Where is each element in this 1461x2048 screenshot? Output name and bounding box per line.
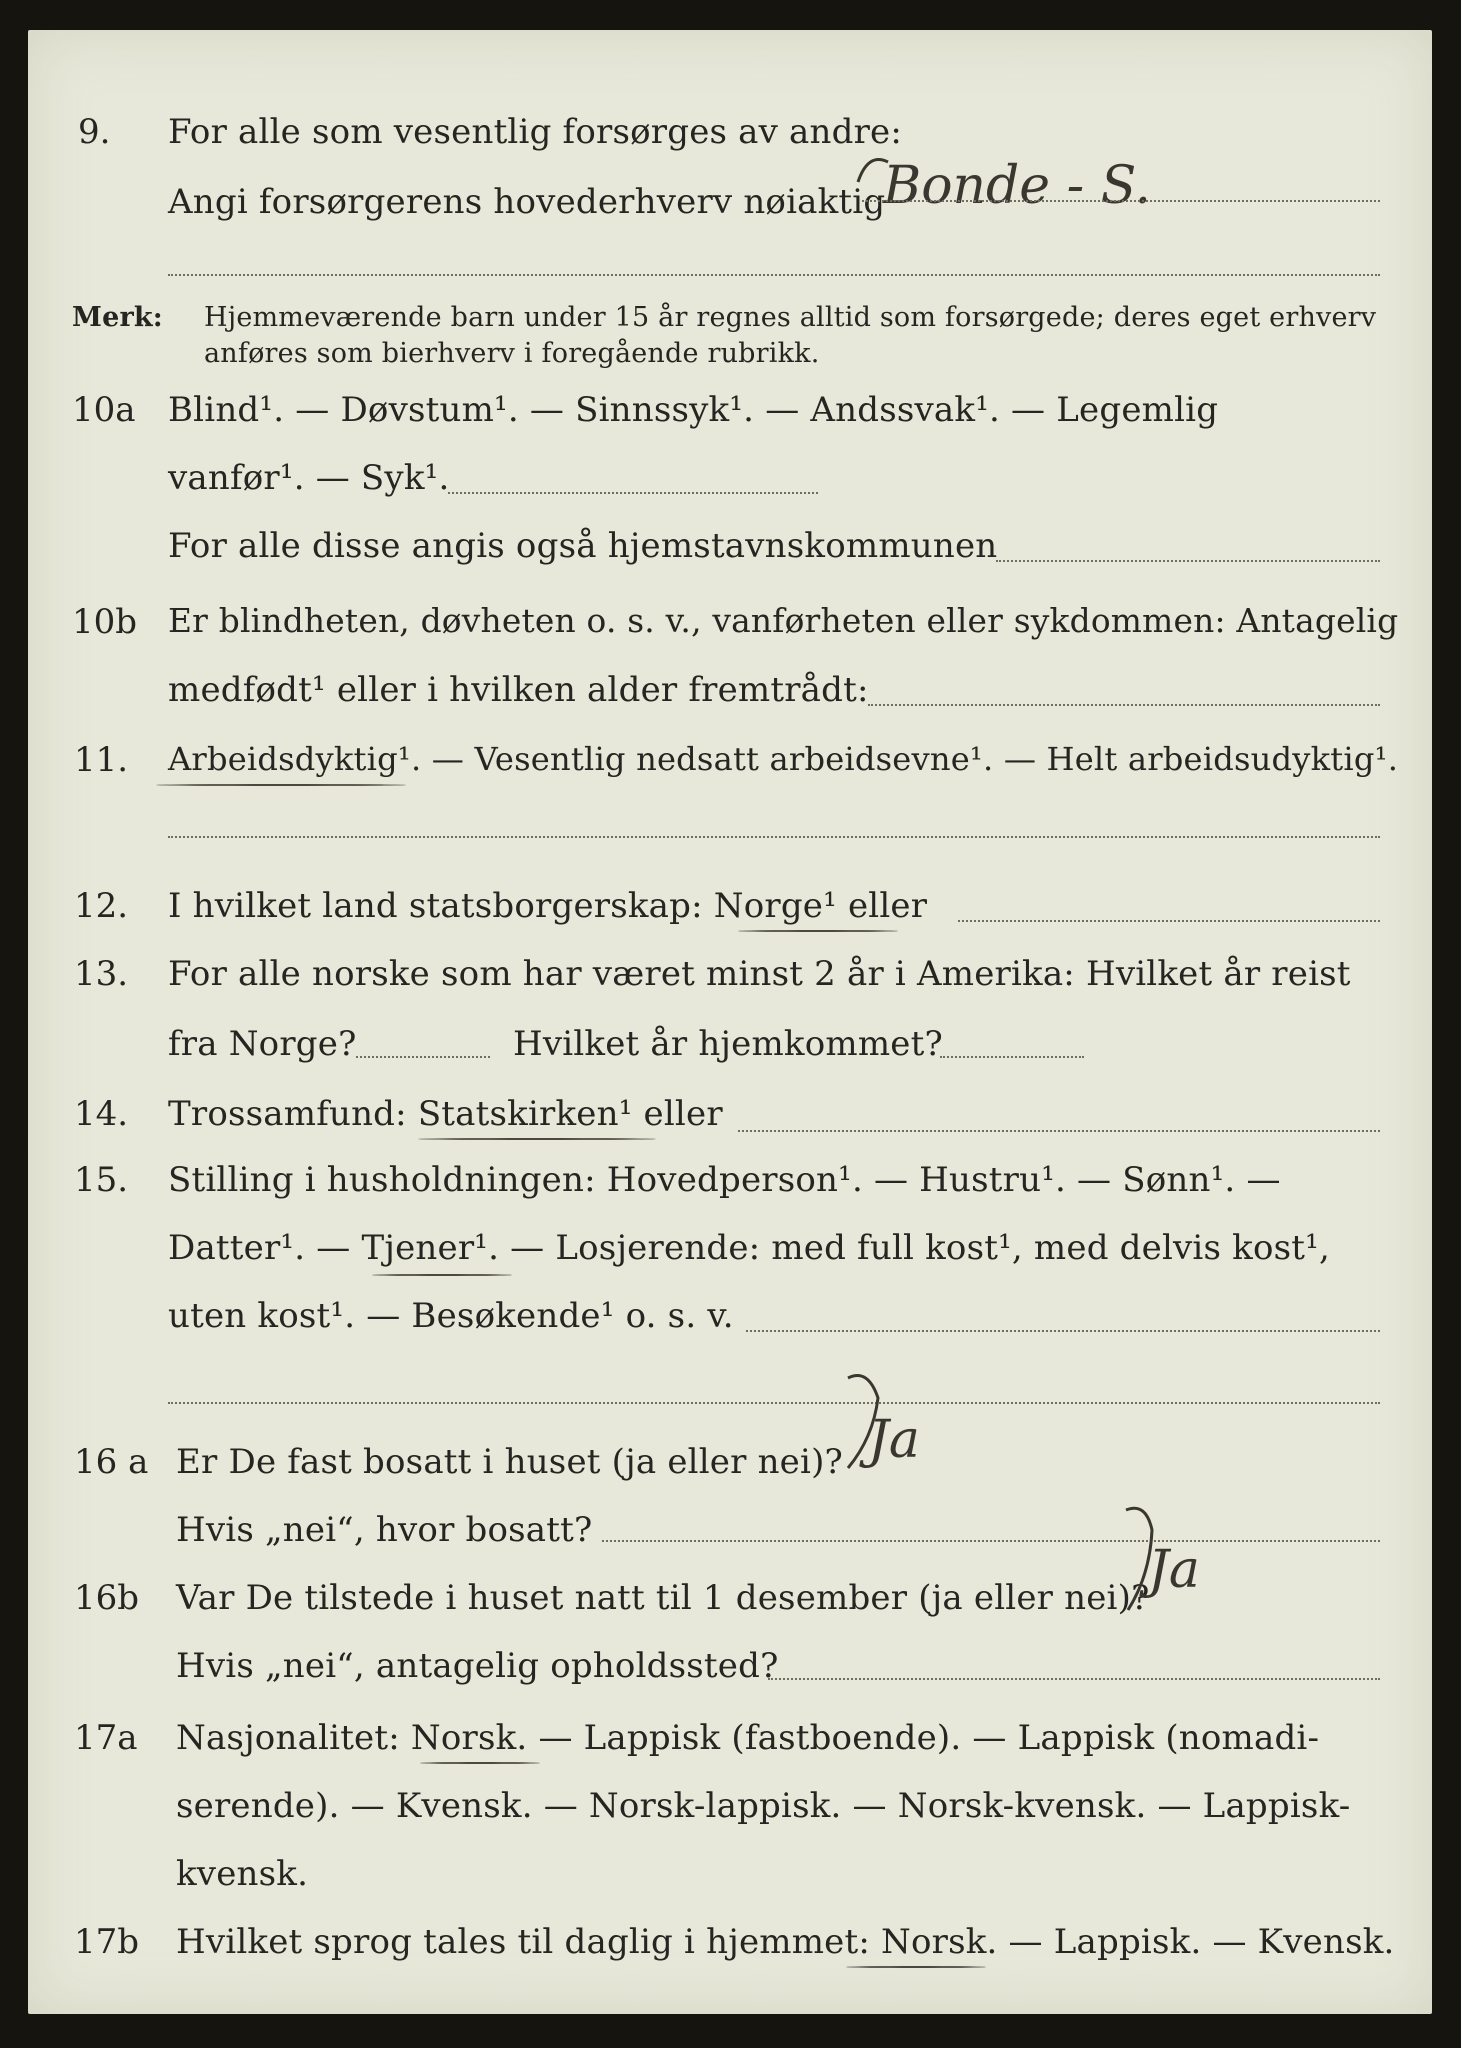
note-line-2: anføres som bierhverv i foregående rubrikk. — [204, 338, 820, 369]
question-10b-line-1: Er blindheten, døvheten o. s. v., vanførheten eller sykdommen: Antagelig — [168, 602, 1399, 640]
question-16b-line-1: Var De tilstede i huset natt til 1 desember (ja eller nei)? — [176, 1578, 1150, 1618]
question-10a-number: 10a — [72, 390, 136, 430]
question-9-line-1: For alle som vesentlig forsørges av andre: — [168, 112, 903, 152]
question-16b-number: 16b — [74, 1578, 140, 1618]
question-12-line-1: I hvilket land statsborgerskap: Norge¹ eller — [168, 886, 928, 926]
question-13-line-2b: Hvilket år hjemkommet? — [513, 1024, 943, 1064]
question-10a-line-3: For alle disse angis også hjemstavnskommunen — [168, 526, 998, 566]
handwriting-strokes — [28, 30, 1432, 2014]
question-13-number: 13. — [74, 954, 129, 994]
question-17a-line-3: kvensk. — [176, 1854, 309, 1894]
question-16a-line-2: Hvis „nei“, hvor bosatt? — [176, 1510, 593, 1550]
question-16a-number: 16 a — [74, 1442, 149, 1482]
question-16b-handwritten-answer: Ja — [1148, 1540, 1200, 1600]
question-10a-line-2: vanfør¹. — Syk¹. — [168, 458, 450, 498]
note-line-1: Hjemmeværende barn under 15 år regnes alltid som forsørgede; deres eget erhverv — [204, 302, 1377, 333]
question-9-line-2: Angi forsørgerens hovederhverv nøiaktig — [168, 182, 886, 222]
question-14-number: 14. — [74, 1094, 129, 1134]
question-10b-line-2: medfødt¹ eller i hvilken alder fremtrådt: — [168, 670, 869, 710]
question-17a-line-1: Nasjonalitet: Norsk. — Lappisk (fastboende). — Lappisk (nomadi- — [176, 1718, 1320, 1758]
question-16b-line-2: Hvis „nei“, antagelig opholdssted? — [176, 1646, 779, 1686]
note-label: Merk: — [72, 302, 163, 333]
census-form-page — [28, 30, 1432, 2014]
question-17a-line-2: serende). — Kvensk. — Norsk-lappisk. — Norsk-kvensk. — Lappisk- — [176, 1786, 1351, 1826]
question-9-handwritten-answer: Bonde - S. — [883, 156, 1151, 216]
question-12-number: 12. — [74, 886, 129, 926]
question-13-line-2a: fra Norge? — [168, 1024, 357, 1064]
question-16a-handwritten-answer: Ja — [868, 1410, 920, 1470]
question-15-line-1: Stilling i husholdningen: Hovedperson¹. — Hustru¹. — Sønn¹. — — [168, 1160, 1281, 1200]
question-10a-line-1: Blind¹. — Døvstum¹. — Sinnssyk¹. — Andssvak¹. — Legemlig — [168, 390, 1219, 430]
question-11-number: 11. — [74, 740, 129, 780]
question-15-number: 15. — [74, 1160, 129, 1200]
question-11-line-1: Arbeidsdyktig¹. — Vesentlig nedsatt arbeidsevne¹. — Helt arbeidsudyktig¹. — [168, 740, 1399, 778]
question-9-number: 9. — [78, 112, 111, 152]
question-17a-number: 17a — [74, 1718, 138, 1758]
question-13-line-1: For alle norske som har været minst 2 år i Amerika: Hvilket år reist — [168, 954, 1351, 994]
question-16a-line-1: Er De fast bosatt i huset (ja eller nei)? — [176, 1442, 843, 1482]
question-15-line-3: uten kost¹. — Besøkende¹ o. s. v. — [168, 1296, 734, 1336]
question-10b-number: 10b — [72, 602, 138, 642]
question-17b-line-1: Hvilket sprog tales til daglig i hjemmet: Norsk. — Lappisk. — Kvensk. — [176, 1922, 1395, 1962]
question-15-line-2: Datter¹. — Tjener¹. — Losjerende: med full kost¹, med delvis kost¹, — [168, 1228, 1330, 1268]
question-14-line-1: Trossamfund: Statskirken¹ eller — [168, 1094, 723, 1134]
question-17b-number: 17b — [74, 1922, 140, 1962]
